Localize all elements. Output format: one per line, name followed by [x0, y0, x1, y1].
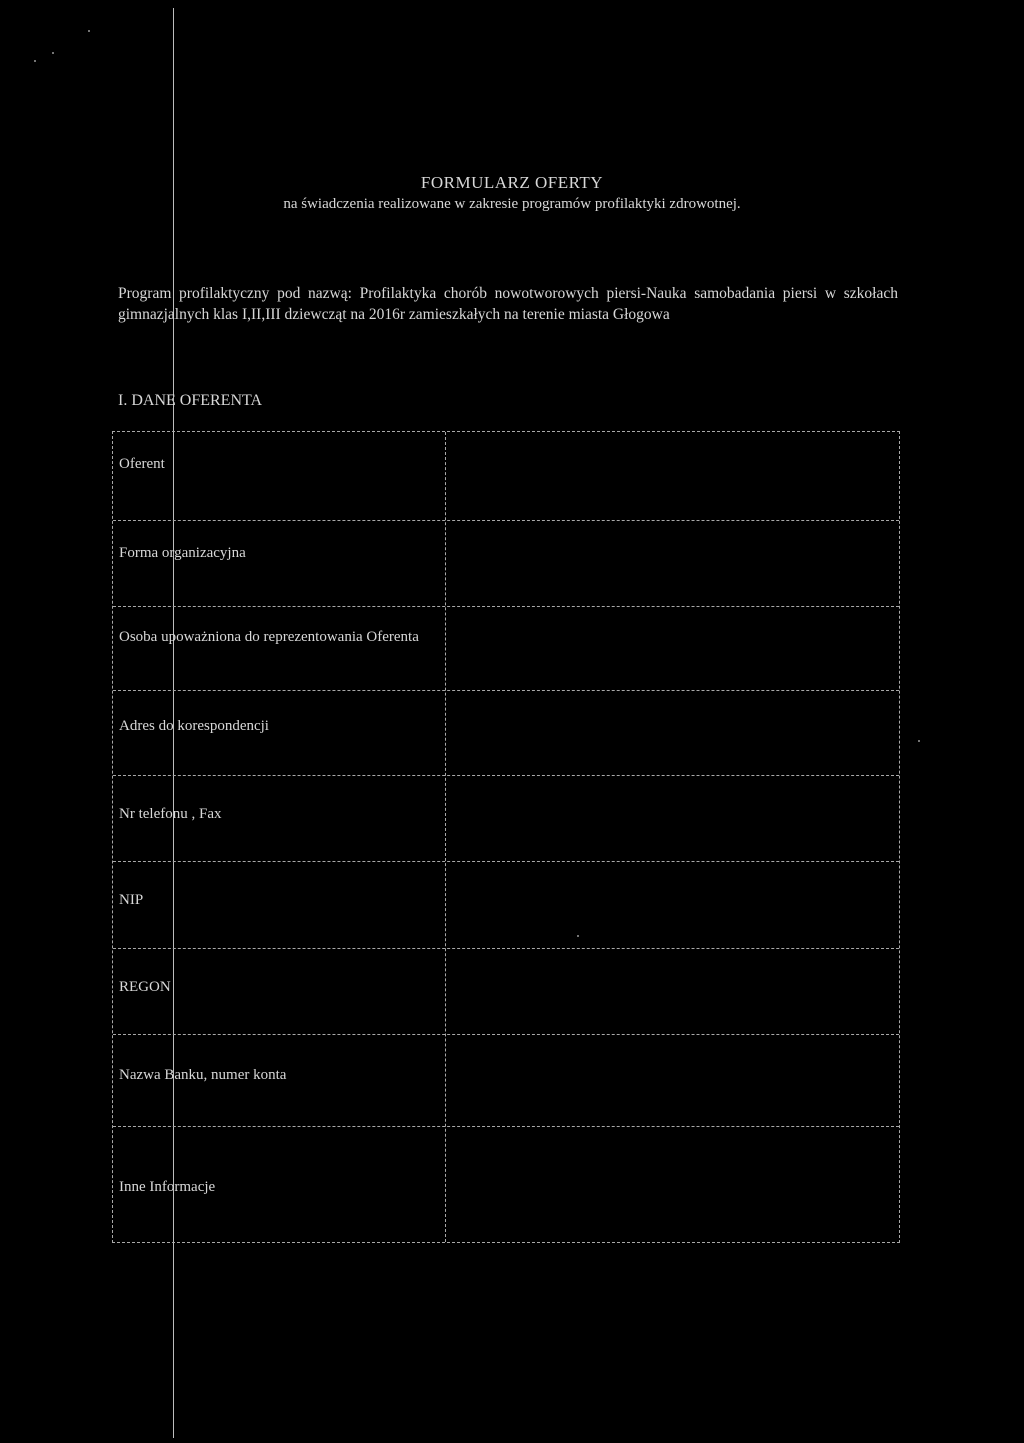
- field-forma-organizacyjna[interactable]: [453, 521, 893, 606]
- row-label-forma-organizacyjna: Forma organizacyjna: [119, 545, 246, 561]
- row-label-inne-informacje: Inne Informacje: [119, 1179, 216, 1195]
- field-regon[interactable]: [453, 949, 893, 1034]
- table-row: [113, 1035, 899, 1127]
- table-row: [113, 691, 899, 776]
- row-label-adres: Adres do korespondencji: [119, 718, 269, 734]
- table-row: [113, 862, 899, 949]
- scan-speck: [52, 52, 54, 54]
- field-adres[interactable]: [453, 691, 893, 775]
- section-heading: I. DANE OFERENTA: [118, 392, 263, 409]
- form-subtitle: na świadczenia realizowane w zakresie programów profilaktyki zdrowotnej.: [283, 196, 741, 212]
- row-label-telefon-fax: Nr telefonu , Fax: [119, 806, 222, 822]
- program-description: Program profilaktyczny pod nazwą: Profilaktyka chorób nowotworowych piersi-Nauka samobadania piersi w szkołach gimnazjalnych klas I,II,III dziewcząt na 2016r zamieszkałych na terenie miasta Głogowa: [118, 285, 898, 323]
- header-block: [0, 172, 1024, 214]
- table-row: [113, 776, 899, 862]
- row-label-bank-konto: Nazwa Banku, numer konta: [119, 1067, 287, 1083]
- scan-speck: [918, 740, 920, 742]
- row-label-oferent: Oferent: [119, 456, 165, 472]
- field-nip[interactable]: [453, 862, 893, 948]
- form-title: FORMULARZ OFERTY: [420, 173, 604, 192]
- table-row: [113, 1127, 899, 1242]
- table-row: [113, 607, 899, 691]
- table-row: [113, 949, 899, 1035]
- offerer-data-table: [112, 431, 900, 1243]
- field-bank-konto[interactable]: [453, 1035, 893, 1126]
- scan-speck: [34, 60, 36, 62]
- row-label-nip: NIP: [119, 892, 144, 908]
- row-label-regon: REGON: [119, 979, 171, 995]
- field-inne-informacje[interactable]: [453, 1127, 893, 1242]
- field-oferent[interactable]: [453, 432, 893, 520]
- row-label-osoba-upowazniona: Osoba upoważniona do reprezentowania Oferenta: [119, 629, 419, 645]
- table-row: [113, 521, 899, 607]
- field-telefon-fax[interactable]: [453, 776, 893, 861]
- field-osoba-upowazniona[interactable]: [453, 607, 893, 690]
- scan-speck: [88, 30, 90, 32]
- table-row: [113, 432, 899, 521]
